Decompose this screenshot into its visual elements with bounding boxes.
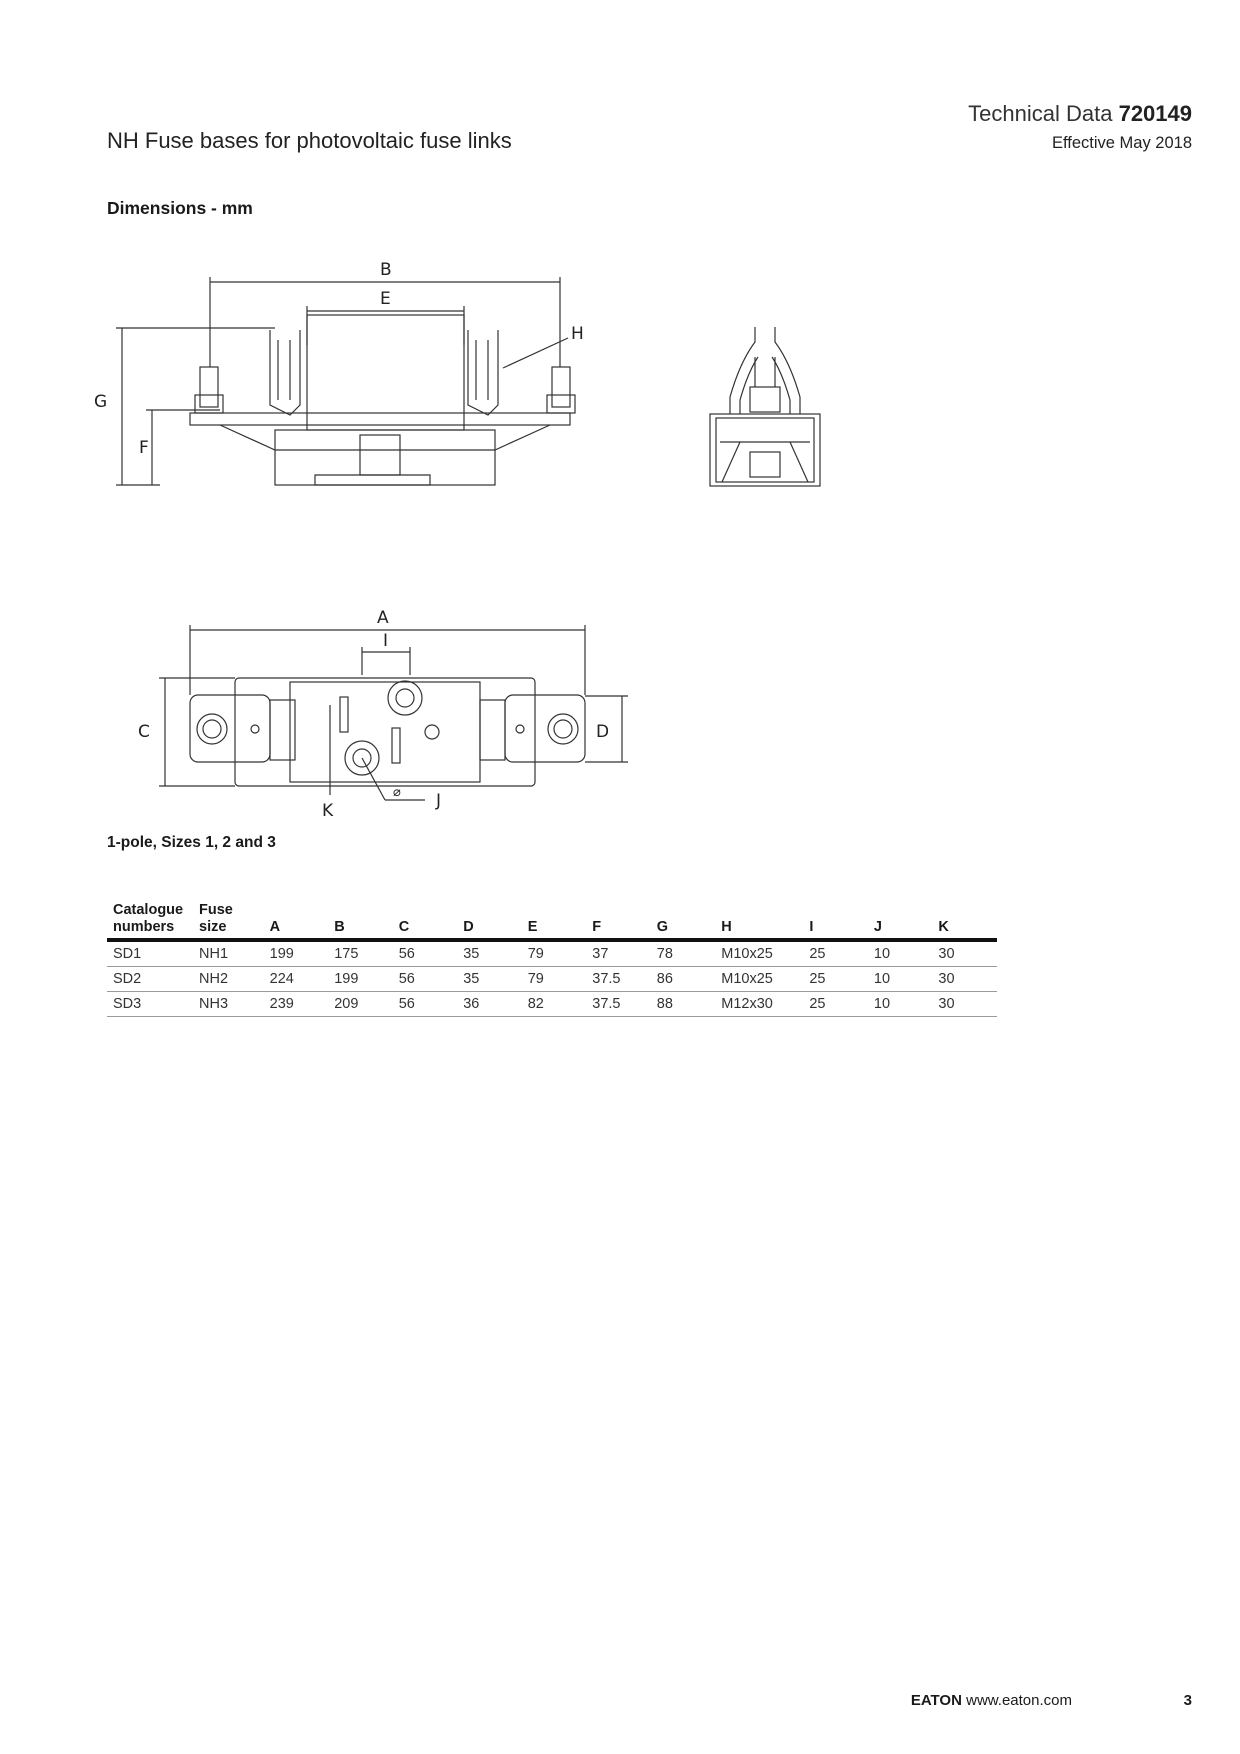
technical-data-number: 720149 — [1118, 101, 1192, 126]
label-k: K — [322, 801, 334, 821]
label-f: F — [139, 438, 149, 458]
label-h: H — [571, 324, 584, 344]
table-cell: NH3 — [193, 992, 264, 1017]
table-row — [107, 940, 997, 967]
table-cell: 56 — [393, 940, 458, 967]
label-c: C — [138, 722, 150, 742]
table-cell: M12x30 — [715, 992, 803, 1017]
header-line-2: size — [199, 919, 227, 935]
table-cell: 35 — [457, 967, 522, 992]
header-line-2: A — [269, 919, 281, 935]
table-header-cell — [264, 902, 329, 940]
table-cell: 209 — [328, 992, 393, 1017]
table-header-cell — [193, 902, 264, 940]
table-cell: NH2 — [193, 967, 264, 992]
table-cell: 224 — [264, 967, 329, 992]
header-line-2: E — [527, 919, 538, 935]
header-line-1: Fuse — [199, 902, 233, 918]
table-cell: M10x25 — [715, 967, 803, 992]
table-header-cell — [328, 902, 393, 940]
table-cell: 79 — [522, 940, 587, 967]
table-cell: 25 — [803, 992, 868, 1017]
table-cell: 30 — [932, 992, 997, 1017]
table-header-cell — [107, 902, 193, 940]
section-heading: Dimensions - mm — [107, 198, 253, 218]
table-cell: 35 — [457, 940, 522, 967]
table-cell: 56 — [393, 967, 458, 992]
header-line-2: I — [809, 919, 814, 935]
table-cell: 175 — [328, 940, 393, 967]
table-cell: 37.5 — [586, 992, 651, 1017]
table-cell: 37.5 — [586, 967, 651, 992]
table-header-cell — [715, 902, 803, 940]
table-cell: 30 — [932, 940, 997, 967]
table-row — [107, 992, 997, 1017]
table-header-cell — [803, 902, 868, 940]
label-e: E — [380, 289, 391, 309]
table-cell: M10x25 — [715, 940, 803, 967]
table-cell: 37 — [586, 940, 651, 967]
table-header-cell — [393, 902, 458, 940]
table-row — [107, 967, 997, 992]
table-cell: 25 — [803, 940, 868, 967]
footer-brand-line — [911, 1692, 1072, 1709]
document-title: NH Fuse bases for photovoltaic fuse links — [107, 128, 512, 153]
table-cell: 82 — [522, 992, 587, 1017]
page-number: 3 — [1183, 1692, 1192, 1709]
table-cell: 239 — [264, 992, 329, 1017]
figure-caption: 1-pole, Sizes 1, 2 and 3 — [107, 834, 276, 851]
effective-date: Effective May 2018 — [1051, 134, 1192, 152]
label-i: I — [383, 631, 389, 651]
label-g: G — [94, 392, 108, 412]
table-cell: 10 — [868, 967, 933, 992]
header-line-2: D — [463, 919, 474, 935]
table-header-cell — [586, 902, 651, 940]
table-cell: 86 — [651, 967, 716, 992]
header-line-2: F — [592, 919, 602, 935]
label-d: D — [596, 722, 610, 742]
table-cell: 30 — [932, 967, 997, 992]
footer-brand: EATON — [910, 1692, 962, 1709]
header-line-2: numbers — [113, 919, 175, 935]
table-header-cell — [932, 902, 997, 940]
table-cell: SD2 — [107, 967, 193, 992]
label-j: J — [436, 791, 442, 811]
header-line-1: Catalogue — [113, 902, 184, 918]
header-line-2: C — [398, 919, 410, 935]
table-cell: 78 — [651, 940, 716, 967]
table-cell: NH1 — [193, 940, 264, 967]
table-header-cell — [651, 902, 716, 940]
top-view-drawing — [140, 600, 660, 830]
side-view-drawing — [94, 255, 584, 500]
table-cell: SD1 — [107, 940, 193, 967]
header-line-2: B — [334, 919, 345, 935]
diameter-symbol: ⌀ — [393, 785, 401, 800]
header-line-2: H — [721, 919, 732, 935]
table-cell: 88 — [651, 992, 716, 1017]
technical-data-label: Technical Data — [968, 101, 1113, 126]
table-header-row — [107, 902, 997, 940]
header-line-2: J — [873, 919, 882, 935]
label-b: B — [380, 260, 392, 280]
table-header-cell — [457, 902, 522, 940]
header-line-2: G — [656, 919, 669, 935]
dimensions-table — [107, 902, 997, 1017]
table-header-cell — [868, 902, 933, 940]
table-header-cell — [522, 902, 587, 940]
table-cell: 10 — [868, 992, 933, 1017]
label-a: A — [377, 608, 389, 628]
table-cell: 36 — [457, 992, 522, 1017]
table-cell: 79 — [522, 967, 587, 992]
table-cell: 25 — [803, 967, 868, 992]
side-view-labels — [94, 260, 584, 458]
table-cell: 56 — [393, 992, 458, 1017]
table-cell: 199 — [328, 967, 393, 992]
header-line-2: K — [938, 919, 949, 935]
table-cell: SD3 — [107, 992, 193, 1017]
technical-data-line — [968, 101, 1192, 127]
end-view-drawing — [700, 322, 830, 492]
footer-url[interactable]: www.eaton.com — [966, 1692, 1072, 1709]
table-cell: 10 — [868, 940, 933, 967]
table-cell: 199 — [264, 940, 329, 967]
